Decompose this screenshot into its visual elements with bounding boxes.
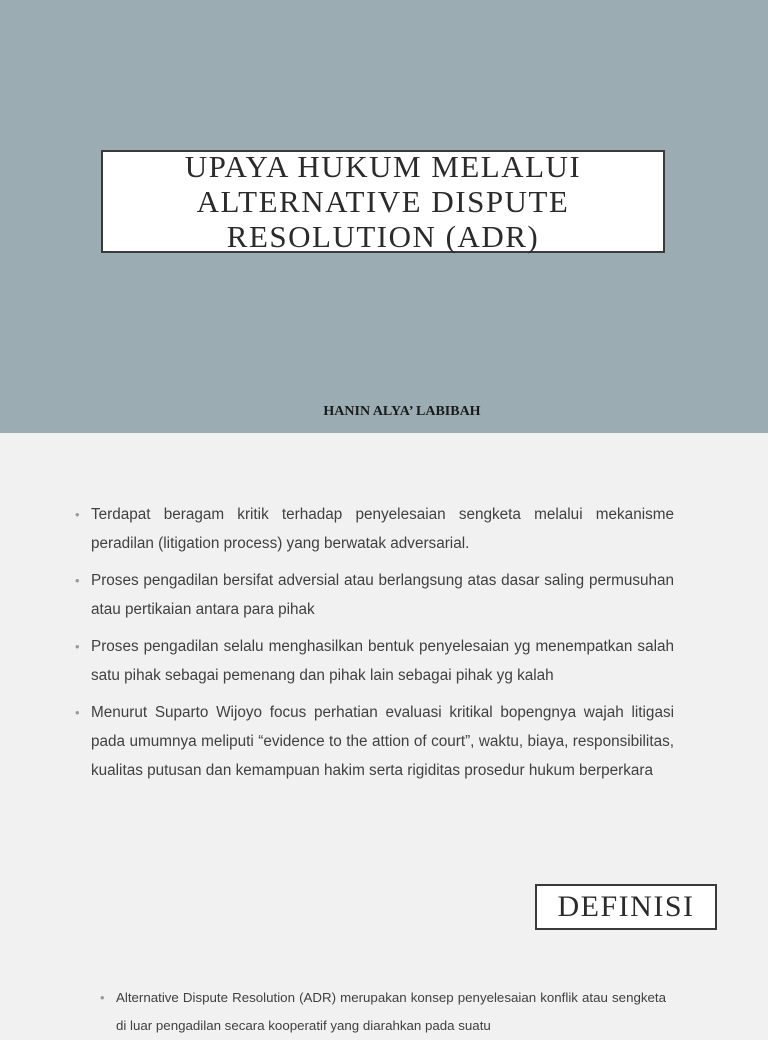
list-item <box>75 566 674 624</box>
definition-heading: DEFINISI <box>535 884 717 930</box>
bullet-icon: • <box>100 990 105 1005</box>
title-box <box>101 150 665 253</box>
author-name: HANIN ALYA’ LABIBAH <box>323 404 481 419</box>
list-item <box>75 632 674 690</box>
title-line-2: ALTERNATIVE DISPUTE <box>196 184 570 219</box>
bullet-text: Terdapat beragam kritik terhadap penyelesaian sengketa melalui mekanisme peradilan (litigation process) yang berwatak adversarial. <box>91 506 674 552</box>
bullet-text: Proses pengadilan bersifat adversial atau berlangsung atas dasar saling permusuhan atau pertikaian antara para pihak <box>91 572 674 618</box>
bullet-icon: • <box>75 639 80 654</box>
bullet-icon: • <box>75 705 80 720</box>
title-slide <box>0 0 768 433</box>
definition-text: Alternative Dispute Resolution (ADR) merupakan konsep penyelesaian konflik atau sengketa di luar pengadilan secara kooperatif yang diarahkan pada suatu <box>116 990 666 1033</box>
content-slide <box>0 433 768 1033</box>
bullet-icon: • <box>75 507 80 522</box>
definition-item <box>100 984 666 1040</box>
bullet-text: Proses pengadilan selalu menghasilkan bentuk penyelesaian yg menempatkan salah satu pihak sebagai pemenang dan pihak lain sebagai pihak yg kalah <box>91 638 674 684</box>
bullet-text: Menurut Suparto Wijoyo focus perhatian evaluasi kritikal bopengnya wajah litigasi pada umumnya meliputi “evidence to the attion of court”, waktu, biaya, responsibilitas, kualitas putusan dan kemampuan hakim serta rigiditas prosedur hukum berperkara <box>91 704 674 779</box>
title-line-3: RESOLUTION (ADR) <box>226 219 540 254</box>
title-line-1: UPAYA HUKUM MELALUI <box>184 149 582 184</box>
list-item <box>75 698 674 785</box>
bullet-list <box>75 500 674 793</box>
bullet-icon: • <box>75 573 80 588</box>
list-item <box>75 500 674 558</box>
